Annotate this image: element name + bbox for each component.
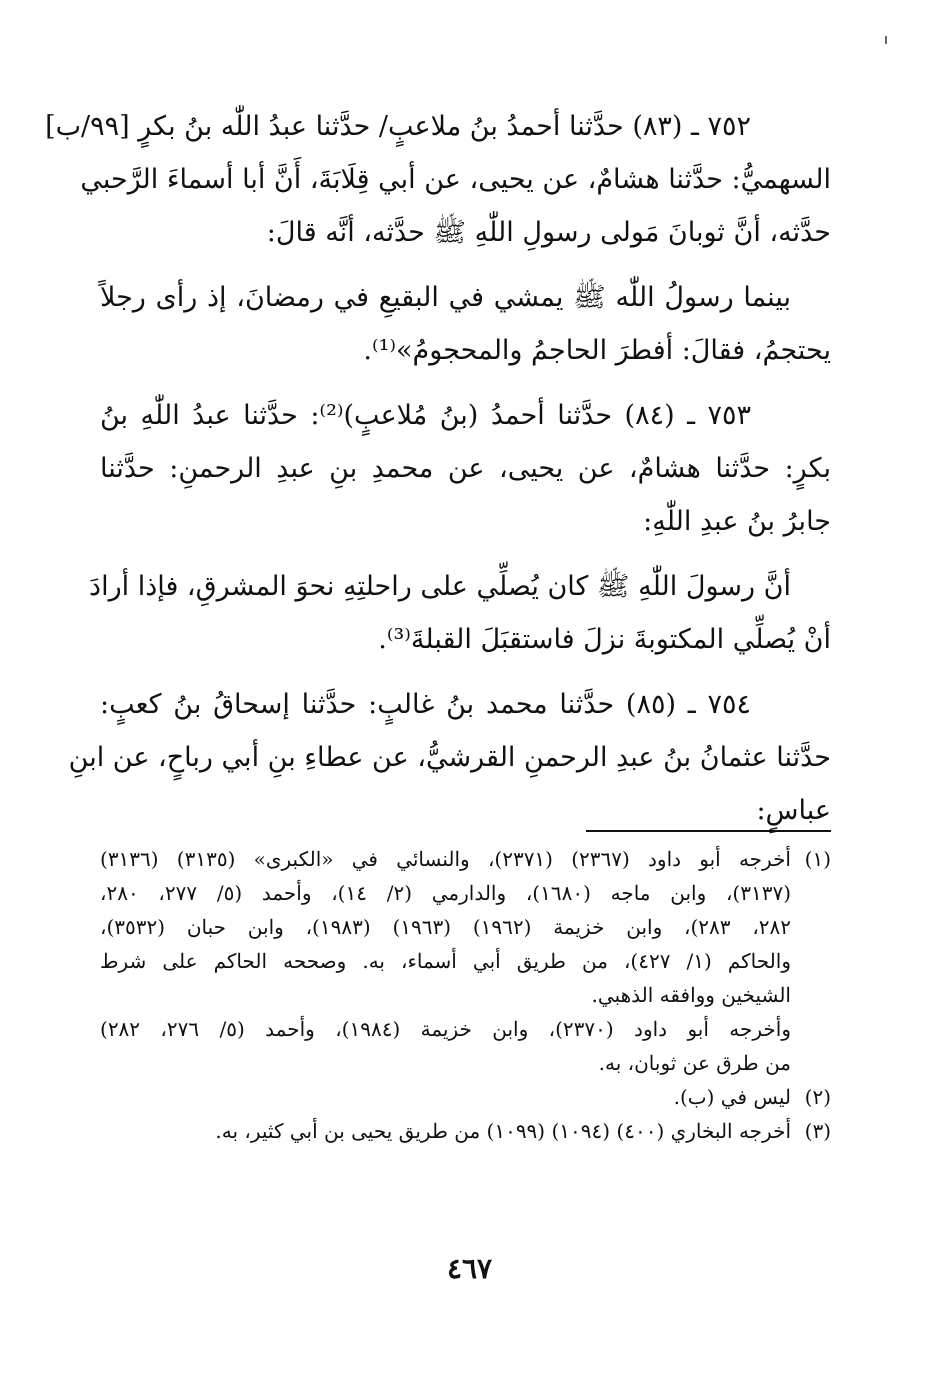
scan-mark [885,36,887,44]
main-text [45,100,831,837]
footnote [100,1012,831,1080]
footnote [100,842,831,1012]
page-number: ٤٦٧ [446,1252,493,1285]
text-line: بكرٍ: حدَّثنا هشامٌ، عن يحيى، عن محمدِ بنِ عبدِ الرحمنِ: حدَّثنا [100,453,831,484]
text-line: بينما رسولُ اللّٰه ﷺ يمشي في البقيعِ في رمضانَ، إذ رأى رجلاً [100,282,791,313]
footnote-line: من طرق عن ثوبان، به. [598,1051,791,1075]
footnote-body [100,842,791,1012]
footnote-line: أخرجه أبو داود (٢٣٦٧) (٢٣٧١)، والنسائي في «الكبرى» (٣١٣٥) (٣١٣٦) [100,847,791,871]
footnote-line: الشيخين ووافقه الذهبي. [591,983,791,1007]
footnote [100,1114,831,1148]
footnote-number: (٢) [804,1085,831,1109]
text-line: ٧٥٢ ـ (٨٣) حدَّثنا أحمدُ بنُ ملاعبٍ/ حدَّثنا عبدُ اللّٰه بنُ بكرٍ [٩٩/ب] [45,111,751,142]
footnote-line: أخرجه البخاري (٤٠٠) (١٠٩٤) (١٠٩٩) من طريق يحيى بن أبي كثير، به. [215,1119,791,1143]
text-line: يحتجمُ، فقالَ: أفطرَ الحاجمُ والمحجومُ»⁽¹⁾. [363,335,831,366]
footnote [100,1080,831,1114]
text-line: أنَّ رسولَ اللّٰهِ ﷺ كان يُصلِّي على راحلتِهِ نحوَ المشرقِ، فإذا أرادَ [89,571,791,602]
text-line: جابرُ بنُ عبدِ اللّٰهِ: [643,506,831,537]
text-line: حدَّثه، أنَّ ثوبانَ مَولى رسولِ اللّٰهِ ﷺ حدَّثه، أنَّه قالَ: [266,217,831,248]
footnote-line: ٢٨٢، ٢٨٣)، وابن خزيمة (١٩٦٢) (١٩٦٣) (١٩٨٣)، وابن حبان (٣٥٣٢)، [100,915,792,939]
footnote-line: وأخرجه أبو داود (٢٣٧٠)، وابن خزيمة (١٩٨٤)، وأحمد (٥/ ٢٧٦، ٢٨٢) [100,1017,792,1041]
footnote-body [100,1080,791,1114]
text-line: السهميُّ: حدَّثنا هشامٌ، عن يحيى، عن أبي قِلَابَةَ، أَنَّ أبا أسماءَ الرَّحبي [80,164,831,195]
footnote-line: والحاكم (١/ ٤٢٧)، من طريق أبي أسماء، به. وصححه الحاكم على شرط [100,949,791,973]
paragraph-gap [100,259,831,271]
footnote-body [100,1114,791,1148]
text-line: عباسٍ: [756,795,831,826]
footnote-line: (٣١٣٧)، وابن ماجه (١٦٨٠)، والدارمي (٢/ ١٤)، وأحمد (٥/ ٢٧٧، ٢٨٠، [100,881,792,905]
paragraph-gap [100,666,831,678]
text-line: ٧٥٤ ـ (٨٥) حدَّثنا محمد بنُ غالبٍ: حدَّثنا إسحاقُ بنُ كعبٍ: [100,689,751,720]
text-line: ٧٥٣ ـ (٨٤) حدَّثنا أحمدُ (بنُ مُلاعبٍ)⁽²⁾: حدَّثنا عبدُ اللّٰهِ بنُ [100,400,752,431]
paragraph-gap [100,377,831,389]
text-line: أنْ يُصلِّي المكتوبةَ نزلَ فاستقبَلَ القبلةَ⁽³⁾. [378,624,831,655]
footnote-number: (١) [804,847,831,871]
footnote-number [791,1012,831,1080]
footnotes [100,842,831,1148]
footnote-number: (٣) [804,1119,831,1143]
text-line: حدَّثنا عثمانُ بنُ عبدِ الرحمنِ القرشيُّ، عن عطاءِ بنِ أبي رباحٍ، عن ابنِ [68,742,831,773]
footnote-body [100,1012,791,1080]
footnote-separator [586,830,831,832]
footnote-line: ليس في (ب). [673,1085,791,1109]
paragraph-gap [100,548,831,560]
